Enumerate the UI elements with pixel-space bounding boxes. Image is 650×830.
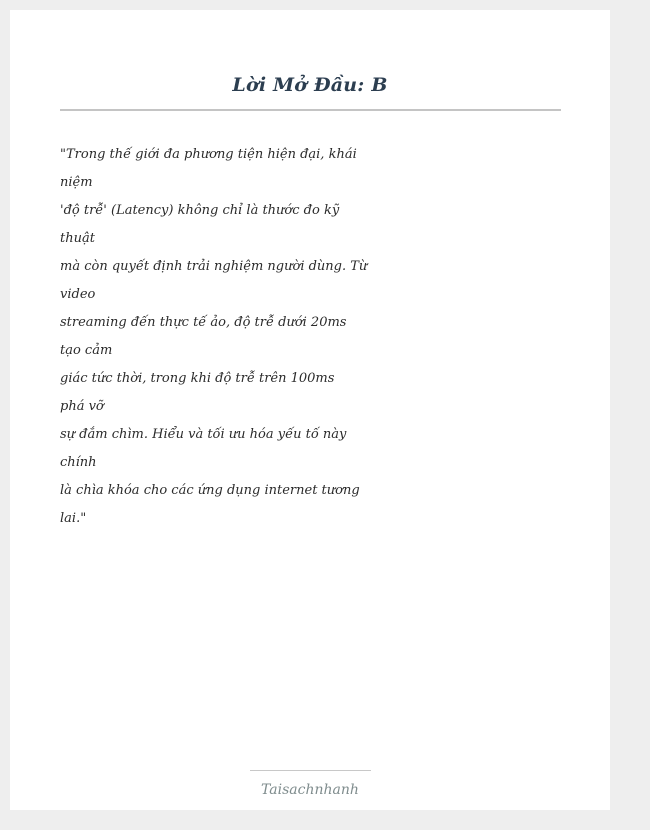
footer-divider [250, 770, 371, 771]
paragraph-line: niệm [60, 175, 93, 190]
title-divider [60, 109, 561, 111]
intro-paragraph [60, 141, 370, 533]
paragraph-line: video [60, 287, 96, 302]
paragraph-line: thuật [60, 231, 95, 246]
paragraph-line: 'độ trễ' (Latency) không chỉ là thước đo kỹ [60, 203, 340, 218]
page-title: Lời Mở Đầu: B [232, 74, 388, 96]
paragraph-line: giác tức thời, trong khi độ trễ trên 100ms [60, 371, 335, 386]
paragraph-line: "Trong thế giới đa phương tiện hiện đại, khái [60, 147, 357, 162]
footer-brand: Taisachnhanh [261, 782, 359, 798]
paragraph-line: là chìa khóa cho các ứng dụng internet tương [60, 483, 360, 498]
paragraph-line: phá vỡ [60, 399, 104, 414]
paragraph-line: mà còn quyết định trải nghiệm người dùng. Từ [60, 259, 368, 274]
paragraph-line: streaming đến thực tế ảo, độ trễ dưới 20ms [60, 315, 347, 330]
paragraph-line: lai." [60, 511, 87, 526]
document-page [10, 10, 610, 810]
paragraph-line: tạo cảm [60, 343, 113, 358]
paragraph-line: chính [60, 455, 97, 470]
paragraph-line: sự đắm chìm. Hiểu và tối ưu hóa yếu tố này [60, 427, 347, 442]
